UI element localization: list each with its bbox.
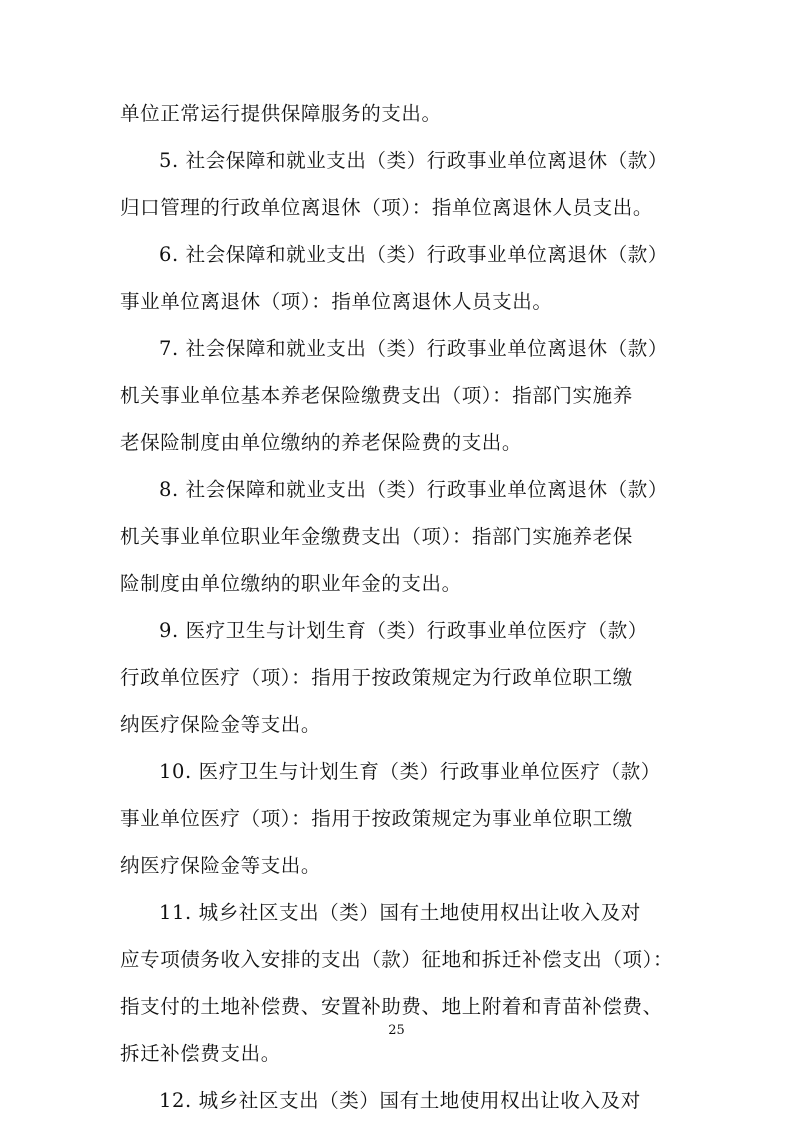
page-number: 25 <box>388 1023 405 1038</box>
text-line: 机关事业单位职业年金缴费支出（项）：指部门实施养老保 <box>120 525 633 548</box>
text-line: 10. 医疗卫生与计划生育（类）行政事业单位医疗（款） <box>159 760 661 783</box>
text-line: 指支付的土地补偿费、安置补助费、地上附着和青苗补偿费、 <box>120 995 663 1018</box>
text-line: 纳医疗保险金等支出。 <box>120 854 322 877</box>
text-line: 事业单位医疗（项）：指用于按政策规定为事业单位职工缴 <box>120 807 633 830</box>
text-line: 8. 社会保障和就业支出（类）行政事业单位离退休（款） <box>159 478 669 501</box>
text-line: 纳医疗保险金等支出。 <box>120 713 322 736</box>
text-line: 事业单位离退休（项）：指单位离退休人员支出。 <box>120 290 553 313</box>
text-line: 6. 社会保障和就业支出（类）行政事业单位离退休（款） <box>159 243 669 266</box>
text-line: 拆迁补偿费支出。 <box>120 1042 281 1065</box>
text-line: 险制度由单位缴纳的职业年金的支出。 <box>120 572 462 595</box>
text-line: 归口管理的行政单位离退休（项）：指单位离退休人员支出。 <box>120 196 653 219</box>
text-line: 行政单位医疗（项）：指用于按政策规定为行政单位职工缴 <box>120 666 633 689</box>
text-line: 11. 城乡社区支出（类）国有土地使用权出让收入及对 <box>159 901 641 924</box>
text-line: 12. 城乡社区支出（类）国有土地使用权出让收入及对 <box>159 1089 641 1112</box>
text-line: 应专项债务收入安排的支出（款）征地和拆迁补偿支出（项）： <box>120 948 674 971</box>
text-line: 5. 社会保障和就业支出（类）行政事业单位离退休（款） <box>159 149 669 172</box>
text-line: 7. 社会保障和就业支出（类）行政事业单位离退休（款） <box>159 337 669 360</box>
text-line: 9. 医疗卫生与计划生育（类）行政事业单位医疗（款） <box>159 619 648 642</box>
text-line: 老保险制度由单位缴纳的养老保险费的支出。 <box>120 431 523 454</box>
text-line: 单位正常运行提供保障服务的支出。 <box>120 102 442 125</box>
text-line: 机关事业单位基本养老保险缴费支出（项）：指部门实施养 <box>120 384 633 407</box>
